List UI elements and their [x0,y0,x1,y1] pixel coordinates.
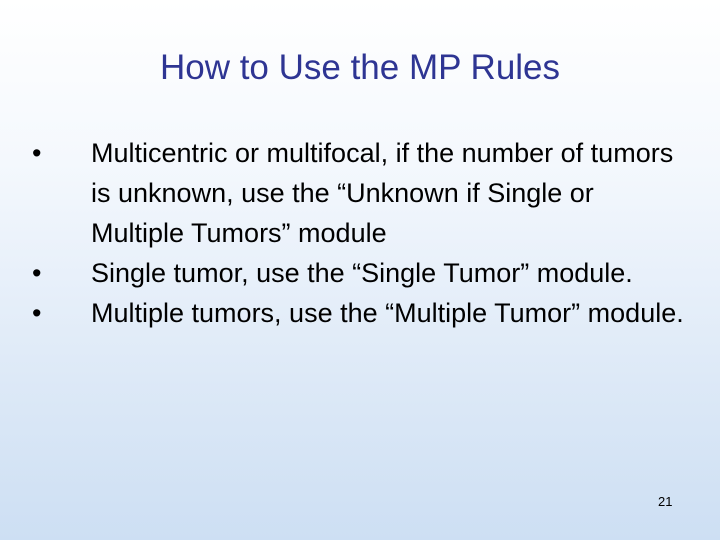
bullet-list [30,133,690,333]
bullet-text: Multiple tumors, use the “Multiple Tumor” module. [91,298,684,328]
bullet-item [30,253,690,293]
bullet-text: Single tumor, use the “Single Tumor” module. [91,258,633,288]
slide-title: How to Use the MP Rules [159,48,561,87]
bullet-dot: • [32,258,42,288]
page-number: 21 [658,494,673,509]
bullet-item [30,293,690,333]
bullet-item [30,133,690,253]
bullet-text: Multicentric or multifocal, if the number of tumors is unknown, use the “Unknown if Single or Multiple Tumors” module [91,138,674,248]
bullet-dot: • [32,138,42,168]
bullet-dot: • [32,298,42,328]
